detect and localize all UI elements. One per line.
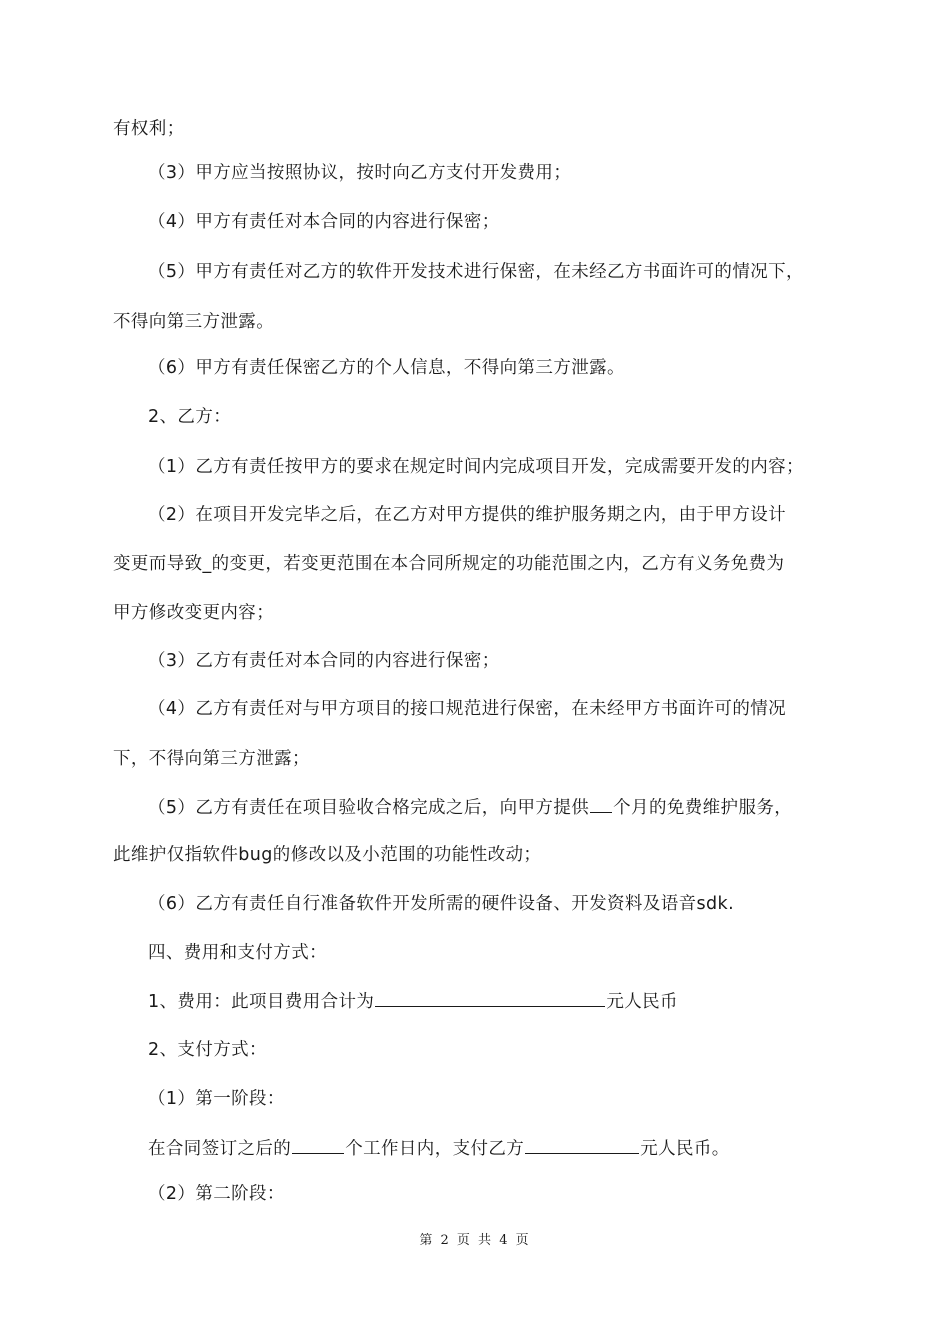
- clause-party-a-5-line2: 不得向第三方泄露。: [113, 312, 275, 332]
- stage-text: 在合同签订之后的: [148, 1139, 292, 1159]
- clause-party-a-3: （3）甲方应当按照协议，按时向乙方支付开发费用；: [148, 163, 572, 183]
- paragraph-continuation: 有权利；: [113, 119, 185, 139]
- stage-2-heading: （2）第二阶段：: [148, 1184, 285, 1204]
- fill-in-blank-workdays[interactable]: [292, 1135, 344, 1154]
- fee-total-line: [148, 988, 860, 1014]
- clause-party-a-6: （6）甲方有责任保密乙方的个人信息，不得向第三方泄露。: [148, 358, 625, 378]
- payment-method-heading: 2、支付方式：: [148, 1040, 267, 1060]
- fill-in-blank-stage-1-amount[interactable]: [525, 1135, 639, 1154]
- clause-party-b-5-line2: 此维护仅指软件bug的修改以及小范围的功能性改动；: [113, 845, 542, 865]
- stage-text: 元人民币。: [640, 1139, 730, 1159]
- stage-text: 个工作日内，支付乙方: [345, 1139, 525, 1159]
- clause-party-b-2-line1: （2）在项目开发完毕之后，在乙方对甲方提供的维护服务期之内，由于甲方设计: [148, 505, 787, 525]
- clause-party-b-2-line2: 变更而导致_的变更，若变更范围在本合同所规定的功能范围之内，乙方有义务免费为: [113, 554, 785, 574]
- clause-party-b-4-line2: 下，不得向第三方泄露；: [113, 749, 310, 769]
- stage-1-terms: [148, 1135, 860, 1161]
- clause-party-b-5-line1: [148, 794, 860, 820]
- page-number-footer: 第 2 页 共 4 页: [419, 1233, 531, 1248]
- clause-party-b-4-line1: （4）乙方有责任对与甲方项目的接口规范进行保密，在未经甲方书面许可的情况: [148, 699, 787, 719]
- clause-party-b-6: （6）乙方有责任自行准备软件开发所需的硬件设备、开发资料及语音sdk.: [148, 894, 735, 914]
- clause-party-a-5-line1: （5）甲方有责任对乙方的软件开发技术进行保密，在未经乙方书面许可的情况下，: [148, 262, 804, 282]
- fee-text: 1、费用：此项目费用合计为: [148, 992, 375, 1012]
- clause-party-b-3: （3）乙方有责任对本合同的内容进行保密；: [148, 651, 500, 671]
- fill-in-blank-total-fee[interactable]: [375, 988, 605, 1007]
- clause-party-a-4: （4）甲方有责任对本合同的内容进行保密；: [148, 212, 500, 232]
- stage-1-heading: （1）第一阶段：: [148, 1089, 285, 1109]
- fill-in-blank-months[interactable]: [590, 794, 612, 813]
- clause-text: 个月的免费维护服务，: [613, 798, 793, 818]
- section-fee-heading: 四、费用和支付方式：: [148, 943, 327, 963]
- clause-text: （5）乙方有责任在项目验收合格完成之后，向甲方提供: [148, 798, 590, 818]
- section-party-b-heading: 2、乙方：: [148, 407, 232, 427]
- fee-text: 元人民币: [606, 992, 678, 1012]
- clause-party-b-1: （1）乙方有责任按甲方的要求在规定时间内完成项目开发，完成需要开发的内容；: [148, 457, 804, 477]
- clause-party-b-2-line3: 甲方修改变更内容；: [113, 603, 275, 623]
